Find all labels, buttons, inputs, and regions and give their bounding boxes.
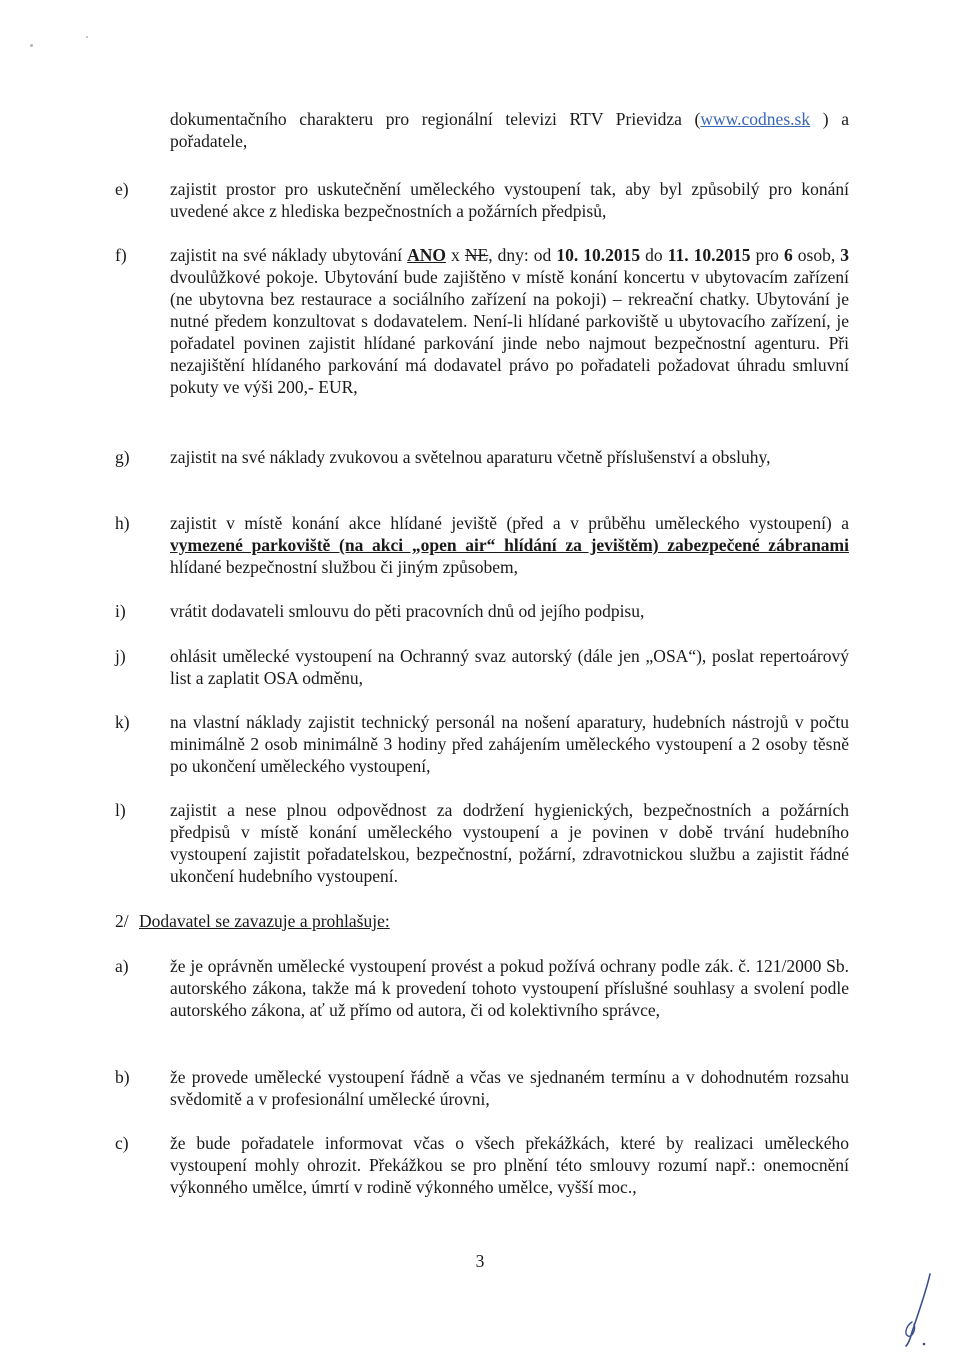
item-label: b) [115, 1067, 130, 1087]
item-label: a) [115, 956, 129, 976]
ne-option-struck: NE [464, 245, 489, 265]
text-run: zajistit na své náklady ubytování [170, 245, 408, 265]
scan-speck [30, 44, 33, 47]
scan-speck [86, 36, 88, 38]
item-label: i) [115, 601, 126, 621]
intro-text-end: ) a pořadatele, [170, 109, 849, 151]
item-label: k) [115, 712, 130, 732]
ano-option: ANO [407, 245, 447, 265]
item-label: j) [115, 646, 126, 666]
item-label: h) [115, 513, 130, 533]
item-text: že bude pořadatele informovat včas o všech překážkách, které by realizaci uměleckého vystoupení mohly ohrozit. Překážkou se pro plnění této smlouvy rozumí např.: onemocnění výkonného umělce, úmrtí v rodině výkonného umělce, vyšší moc., [170, 1133, 849, 1197]
intro-paragraph [170, 108, 849, 152]
item-text: vrátit dodavateli smlouvu do pěti pracovních dnů od jejího podpisu, [170, 601, 645, 621]
item-label: f) [115, 245, 127, 265]
text-run: dvoulůžkové pokoje. Ubytování bude zajištěno v místě konání koncertu v ubytovacím zařízení (ne ubytovna bez restaurace a sociálního zařízení na pokoji) – rekreační chatky. Ubytování je nutné předem konzultovat s dodavatelem. Není-li hlídané parkoviště u ubytovacího zařízení, je pořadatel povinen zajistit hlídané parkování jinde nebo najmout bezpečnostní agenturu. Při nezajištění hlídaného parkování má dodavatel právo po pořadateli požadovat úhradu smluvní pokuty ve výši 200,- EUR, [170, 267, 849, 397]
text-run: hlídané bezpečnostní službou či jiným způsobem, [170, 557, 518, 577]
item-text: ohlásit umělecké vystoupení na Ochranný svaz autorský (dále jen „OSA“), poslat repertoárový list a zaplatit OSA odměnu, [170, 646, 849, 688]
text-run: x [446, 245, 465, 265]
item-text: že je oprávněn umělecké vystoupení provést a pokud požívá ochrany podle zák. č. 121/2000 Sb. autorského zákona, takže má k provedení tohoto vystoupení příslušné souhlasy a svolení podle autorského zákona, ať už přímo od autora, či od kolektivního správce, [170, 956, 849, 1020]
text-run: do [640, 245, 668, 265]
item-label: c) [115, 1133, 129, 1153]
section-number: 2/ [115, 911, 129, 931]
website-link[interactable]: www.codnes.sk [700, 109, 811, 129]
text-run: zajistit v místě konání akce hlídané jeviště (před a v průběhu uměleckého vystoupení) a [170, 513, 849, 533]
handwritten-initial-mark [896, 1270, 936, 1350]
text-run: , dny: od [488, 245, 557, 265]
section-title: Dodavatel se zavazuje a prohlašuje: [139, 911, 390, 931]
date-from: 10. 10.2015 [556, 245, 641, 265]
item-text: zajistit prostor pro uskutečnění uměleckého vystoupení tak, aby byl způsobilý pro konání uvedené akce z hlediska bezpečnostních a požárních předpisů, [170, 179, 849, 221]
text-run: pro [750, 245, 784, 265]
date-to: 11. 10.2015 [667, 245, 751, 265]
item-text: že provede umělecké vystoupení řádně a včas ve sjednaném termínu a v dohodnutém rozsahu svědomitě a v profesionální umělecké úrovni, [170, 1067, 849, 1109]
item-text: zajistit na své náklady zvukovou a světelnou aparaturu včetně příslušenství a obsluhy, [170, 447, 771, 467]
intro-text: dokumentačního charakteru pro regionální televizi RTV Prievidza ( [170, 109, 701, 129]
item-text: na vlastní náklady zajistit technický personál na nošení aparatury, hudebních nástrojů v počtu minimálně 2 osob minimálně 3 hodiny před zahájením uměleckého vystoupení a 2 osoby těsně po ukončení uměleckého vystoupení, [170, 712, 849, 776]
persons-count: 6 [783, 245, 793, 265]
item-text: zajistit a nese plnou odpovědnost za dodržení hygienických, bezpečnostních a požárních předpisů v místě konání uměleckého vystoupení a je povinen v době trvání hudebního vystoupení zajistit pořadatelskou, bezpečnostní, požární, zdravotnickou službu a zajistit řádné ukončení hudebního vystoupení. [170, 800, 849, 886]
item-text [170, 512, 849, 578]
text-run: osob, [792, 245, 841, 265]
parking-requirement: vymezené parkoviště (na akci „open air“ hlídání za jevištěm) zabezpečené zábranami [170, 535, 849, 555]
rooms-count: 3 [840, 245, 850, 265]
section-2-heading [115, 910, 390, 932]
item-label: e) [115, 179, 129, 199]
item-text [170, 244, 849, 398]
item-label: l) [115, 800, 126, 820]
page-number: 3 [475, 1251, 485, 1271]
item-label: g) [115, 447, 130, 467]
